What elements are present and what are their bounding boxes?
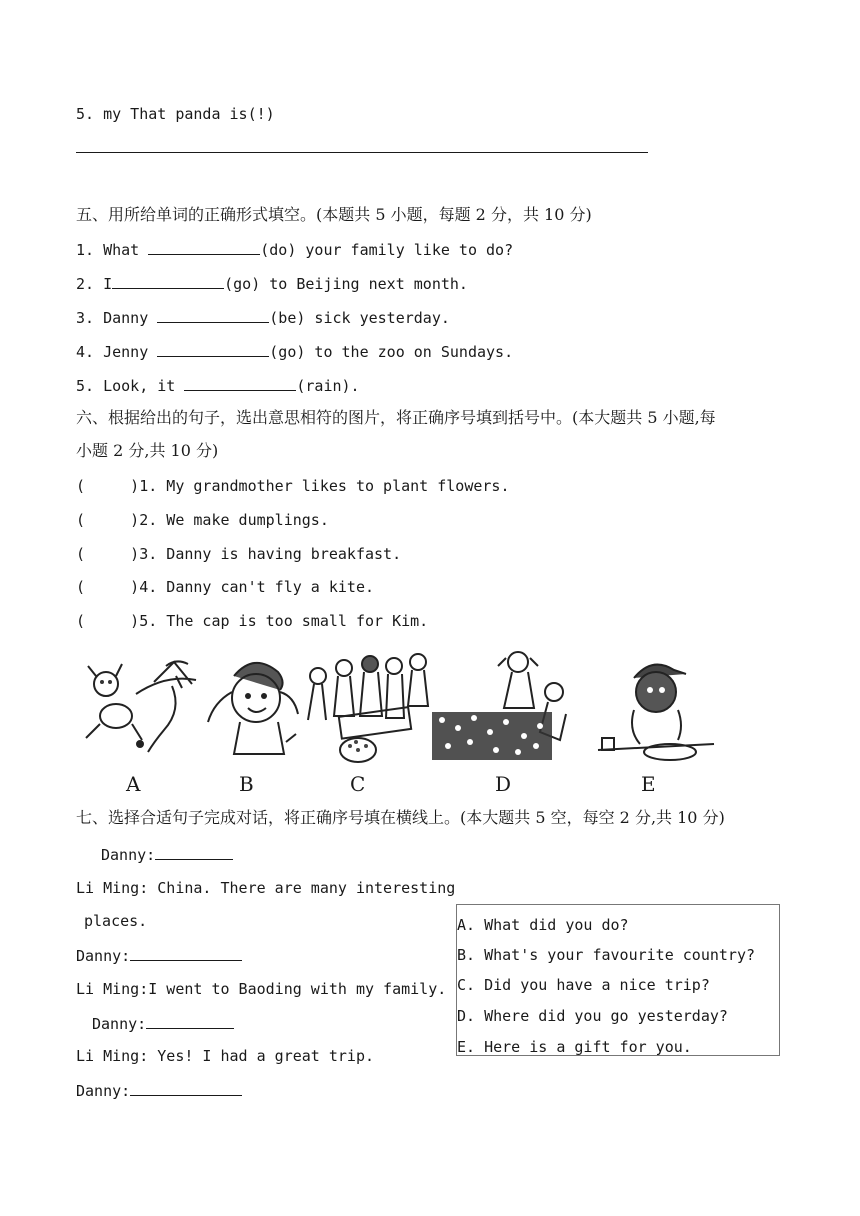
fill-item-5 xyxy=(76,375,360,396)
option-a: A. What did you do? xyxy=(457,916,629,934)
picture-label-c: C xyxy=(350,772,366,796)
fill-item-suffix: (go) to the zoo on Sundays. xyxy=(269,343,514,361)
section5-heading: 五、用所给单词的正确形式填空。(本题共 5 小题，每题 2 分，共 10 分) xyxy=(76,205,592,224)
dialogue-line-5 xyxy=(92,1013,234,1034)
picture-label-d: D xyxy=(495,772,512,796)
match-sentence: 5. The cap is too small for Kim. xyxy=(139,612,429,630)
picture-label-b: B xyxy=(239,772,254,796)
picture-d xyxy=(432,646,582,771)
fill-blank[interactable] xyxy=(148,239,260,255)
fill-item-suffix: (be) sick yesterday. xyxy=(269,309,450,327)
options-box xyxy=(456,904,780,1056)
speaker-label: Danny: xyxy=(76,1082,131,1100)
fill-item-prefix: 3. Danny xyxy=(76,309,158,327)
dialogue-blank[interactable] xyxy=(130,945,242,961)
fill-blank[interactable] xyxy=(184,375,296,391)
fill-item-prefix: 1. What xyxy=(76,241,149,259)
picture-strip xyxy=(76,646,716,796)
dialogue-blank[interactable] xyxy=(155,844,233,860)
answer-parens[interactable]: ( ) xyxy=(76,477,140,495)
fill-item-suffix: (do) your family like to do? xyxy=(260,241,514,259)
picture-label-a: A xyxy=(126,772,141,796)
breakfast-illustration xyxy=(594,646,716,766)
answer-parens[interactable]: ( ) xyxy=(76,612,140,630)
planting-flowers-illustration xyxy=(432,646,582,771)
answer-parens[interactable]: ( ) xyxy=(76,578,140,596)
picture-e xyxy=(594,646,716,766)
dialogue-line-6: Li Ming: Yes! I had a great trip. xyxy=(76,1047,375,1065)
match-item-2 xyxy=(76,510,329,530)
speaker-label: Danny: xyxy=(101,846,156,864)
dialogue-blank[interactable] xyxy=(130,1080,242,1096)
answer-parens[interactable]: ( ) xyxy=(76,511,140,529)
dialogue-line-4: Li Ming:I went to Baoding with my family. xyxy=(76,980,447,998)
match-sentence: 1. My grandmother likes to plant flowers. xyxy=(139,477,510,495)
dialogue-line-7 xyxy=(76,1080,242,1101)
section7-heading: 七、选择合适句子完成对话，将正确序号填在横线上。(本大题共 5 空，每空 2 分,共 10 分) xyxy=(76,808,725,827)
fill-blank[interactable] xyxy=(157,307,269,323)
option-c: C. Did you have a nice trip? xyxy=(457,976,710,994)
match-item-1 xyxy=(76,476,509,496)
fill-item-prefix: 4. Jenny xyxy=(76,343,158,361)
kite-boy-illustration xyxy=(76,646,211,766)
fill-item-suffix: (rain). xyxy=(296,377,360,395)
option-b: B. What's your favourite country? xyxy=(457,946,756,964)
section6-heading: 六、根据给出的句子，选出意思相符的图片，将正确序号填到括号中。(本大题共 5 小题,每 xyxy=(76,408,716,427)
speaker-label: Danny: xyxy=(76,947,131,965)
answer-line[interactable] xyxy=(76,152,648,153)
answer-parens[interactable]: ( ) xyxy=(76,545,140,563)
section6-heading-cont: 小题 2 分,共 10 分) xyxy=(76,441,219,460)
match-sentence: 3. Danny is having breakfast. xyxy=(139,545,402,563)
fill-blank[interactable] xyxy=(157,341,269,357)
option-d: D. Where did you go yesterday? xyxy=(457,1007,728,1025)
fill-item-1 xyxy=(76,239,513,260)
dumplings-illustration xyxy=(304,646,444,766)
dialogue-line-2-cont: places. xyxy=(84,912,148,930)
reorder-item-5: 5. my That panda is(!) xyxy=(76,105,275,123)
option-e: E. Here is a gift for you. xyxy=(457,1038,692,1056)
match-sentence: 2. We make dumplings. xyxy=(139,511,329,529)
fill-item-suffix: (go) to Beijing next month. xyxy=(224,275,468,293)
fill-blank[interactable] xyxy=(112,273,224,289)
match-item-4 xyxy=(76,577,374,597)
match-item-5 xyxy=(76,611,428,631)
picture-label-e: E xyxy=(641,772,656,796)
dialogue-blank[interactable] xyxy=(146,1013,234,1029)
picture-b xyxy=(204,646,304,766)
fill-item-2 xyxy=(76,273,468,294)
dialogue-line-2: Li Ming: China. There are many interesting xyxy=(76,879,456,897)
picture-a xyxy=(76,646,211,766)
fill-item-prefix: 5. Look, it xyxy=(76,377,185,395)
speaker-label: Danny: xyxy=(92,1015,147,1033)
fill-item-prefix: 2. I xyxy=(76,275,113,293)
girl-cap-illustration xyxy=(204,646,304,766)
dialogue-line-3 xyxy=(76,945,242,966)
match-sentence: 4. Danny can't fly a kite. xyxy=(139,578,375,596)
fill-item-3 xyxy=(76,307,450,328)
picture-c xyxy=(304,646,444,766)
match-item-3 xyxy=(76,544,401,564)
dialogue-line-1 xyxy=(101,844,233,865)
fill-item-4 xyxy=(76,341,513,362)
